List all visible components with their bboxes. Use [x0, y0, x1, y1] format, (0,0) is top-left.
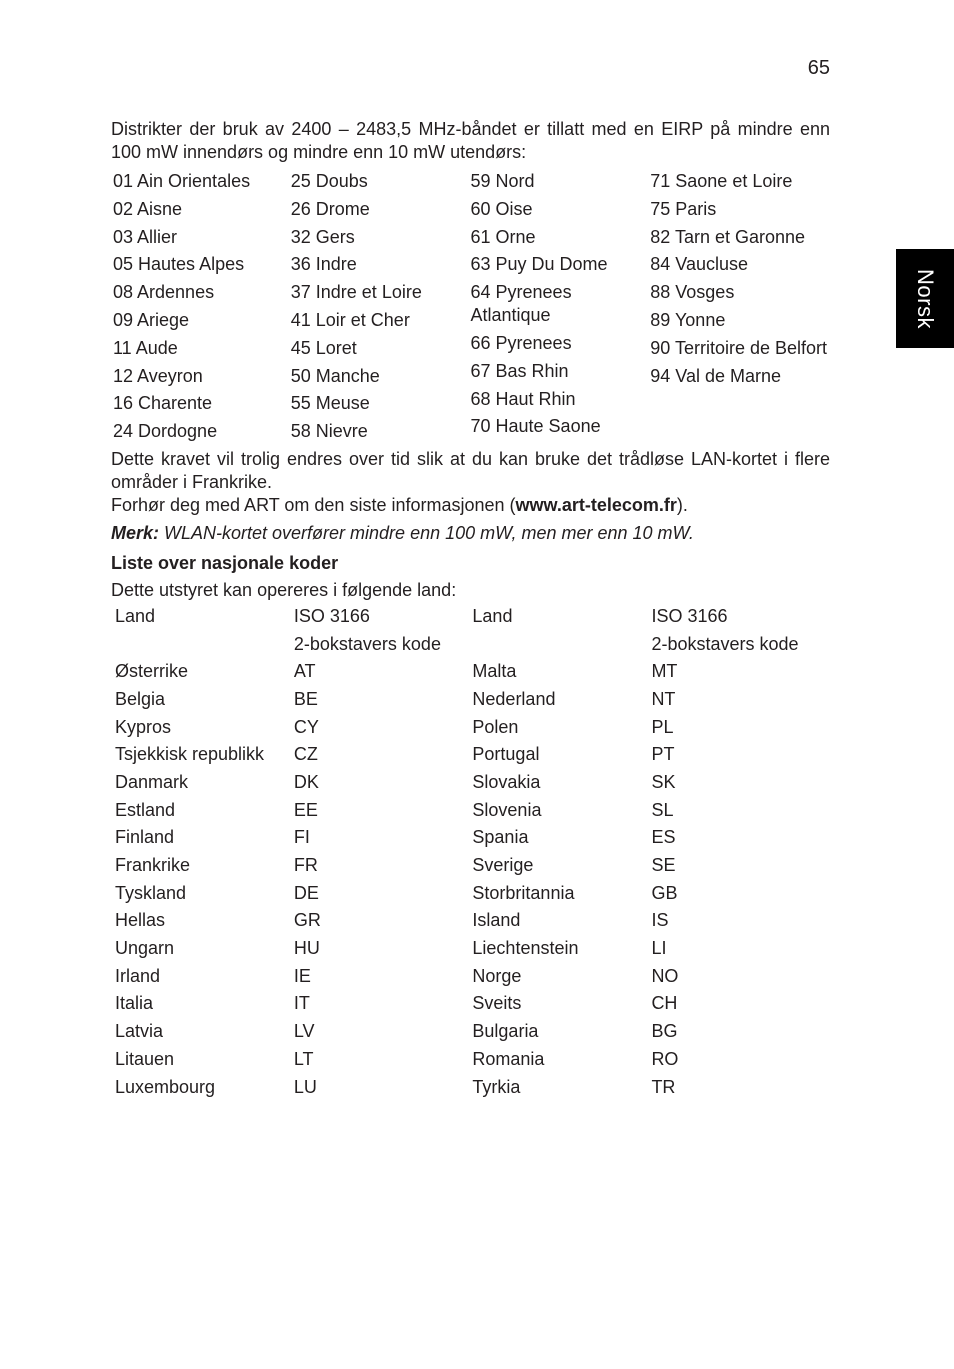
- country-name: Belgia: [115, 688, 166, 709]
- district-item: 26 Drome: [290, 198, 370, 219]
- district-item: 63 Puy Du Dome: [470, 254, 608, 275]
- table-row: [115, 823, 830, 851]
- country-code: SK: [651, 771, 676, 792]
- country-name: Tsjekkisk republikk: [115, 744, 265, 765]
- country-code: EE: [293, 799, 318, 820]
- table-row: [115, 740, 830, 768]
- district-item: 60 Oise: [470, 198, 533, 219]
- country-code: MT: [651, 661, 678, 682]
- country-name: Norge: [472, 965, 522, 986]
- country-code: SL: [651, 799, 674, 820]
- district-item: 32 Gers: [290, 226, 355, 247]
- country-name: Latvia: [115, 1021, 164, 1042]
- district-item: 37 Indre et Loire: [290, 282, 422, 303]
- district-item: 75 Paris: [650, 198, 717, 219]
- table-row: [115, 713, 830, 741]
- country-code: BE: [293, 688, 318, 709]
- country-name: Frankrike: [115, 855, 191, 875]
- table-header-subrow: [115, 630, 830, 658]
- country-name: Hellas: [115, 910, 166, 931]
- district-item: 89 Yonne: [650, 309, 726, 330]
- district-item: 41 Loir et Cher: [290, 309, 410, 330]
- country-name: Irland: [115, 965, 161, 986]
- district-item: 94 Val de Marne: [650, 365, 781, 386]
- country-codes-table: [115, 602, 830, 1100]
- country-name: Sverige: [472, 855, 534, 875]
- contact-after: ).: [676, 494, 688, 515]
- districts-column: [291, 170, 471, 448]
- country-code: HU: [293, 938, 320, 959]
- country-name: Bulgaria: [472, 1021, 539, 1042]
- district-item: 68 Haut Rhin: [470, 388, 576, 409]
- table-row: [115, 934, 830, 962]
- header-land-2: Land: [472, 605, 513, 626]
- after-districts: [111, 448, 830, 1100]
- country-code: AT: [293, 661, 316, 682]
- country-code: BG: [651, 1021, 678, 1042]
- country-name: Liechtenstein: [472, 938, 579, 959]
- table-row: [115, 1017, 830, 1045]
- district-item: 03 Allier: [113, 226, 178, 247]
- district-item: 55 Meuse: [290, 393, 370, 414]
- contact-before: Forhør deg med ART om den siste informasjonen (: [111, 494, 516, 515]
- page-number: 65: [807, 57, 830, 79]
- district-item: 05 Hautes Alpes: [113, 254, 245, 275]
- district-item: 08 Ardennes: [113, 282, 215, 303]
- country-code: LV: [293, 1021, 315, 1042]
- country-name: Ungarn: [115, 938, 175, 959]
- table-row: [115, 990, 830, 1018]
- country-name: Italia: [115, 993, 154, 1014]
- table-header-row: [115, 602, 830, 630]
- country-name: Estland: [115, 799, 176, 820]
- country-code: CY: [293, 716, 319, 737]
- district-item: 11 Aude: [113, 337, 178, 358]
- country-code: SE: [651, 855, 676, 875]
- country-name: Finland: [115, 827, 175, 848]
- country-code: LT: [293, 1048, 314, 1069]
- district-item: 25 Doubs: [290, 171, 368, 191]
- districts-column: [650, 170, 830, 448]
- country-code: FR: [293, 855, 318, 875]
- header-iso: ISO 3166: [293, 605, 370, 626]
- district-item: 67 Bas Rhin: [470, 360, 569, 381]
- districts-list: [111, 170, 830, 448]
- country-code: LU: [293, 1076, 317, 1097]
- table-row: [115, 851, 830, 879]
- country-code: DE: [293, 882, 319, 903]
- codes-heading: Liste over nasjonale koder: [111, 552, 339, 573]
- note-label: Merk:: [111, 522, 160, 543]
- district-item: 82 Tarn et Garonne: [650, 226, 806, 247]
- country-code: ES: [651, 827, 676, 848]
- country-name: Portugal: [472, 744, 540, 765]
- table-row: [115, 1073, 830, 1101]
- country-code: IE: [293, 965, 311, 986]
- country-name: Slovakia: [472, 771, 541, 792]
- country-code: TR: [651, 1076, 676, 1097]
- country-name: Tyskland: [115, 882, 187, 903]
- district-item: 24 Dordogne: [113, 421, 218, 442]
- district-item: 58 Nievre: [290, 421, 368, 442]
- country-name: Kypros: [115, 716, 172, 737]
- contact-paragraph: [111, 494, 830, 517]
- district-item: 64 Pyrenees Atlantique: [470, 282, 572, 326]
- district-item: 66 Pyrenees: [470, 332, 572, 353]
- country-name: Østerrike: [115, 661, 189, 682]
- district-item: 59 Nord: [470, 171, 535, 191]
- note: [111, 522, 830, 545]
- district-item: 02 Aisne: [113, 198, 183, 219]
- language-side-tab: [896, 249, 954, 348]
- intro-paragraph: Distrikter der bruk av 2400 – 2483,5 MHz-båndet er tillatt med en EIRP på mindre enn 100 mW innendørs og mindre enn 10 mW utendørs:: [111, 119, 830, 162]
- contact-url: www.art-telecom.fr: [515, 494, 677, 515]
- country-code: NO: [651, 965, 679, 986]
- districts-column: [111, 170, 291, 448]
- country-code: NT: [651, 688, 676, 709]
- district-item: 71 Saone et Loire: [650, 171, 793, 191]
- table-row: [115, 879, 830, 907]
- country-code: PT: [651, 744, 675, 765]
- district-item: 45 Loret: [290, 337, 357, 358]
- header-land: Land: [115, 605, 156, 626]
- districts-column: [471, 170, 651, 448]
- page-content: [111, 118, 830, 1100]
- district-item: 88 Vosges: [650, 282, 735, 303]
- header-iso-2: ISO 3166: [651, 605, 728, 626]
- header-iso-sub: 2-bokstavers kode: [293, 633, 441, 654]
- country-name: Polen: [472, 716, 519, 737]
- country-name: Spania: [472, 827, 529, 848]
- country-code: PL: [651, 716, 674, 737]
- country-code: GR: [293, 910, 321, 931]
- district-item: 50 Manche: [290, 365, 380, 386]
- header-empty: [115, 630, 294, 658]
- country-code: IT: [293, 993, 310, 1014]
- country-name: Sveits: [472, 993, 522, 1014]
- district-item: 01 Ain Orientales: [113, 171, 251, 191]
- header-iso-sub-2: 2-bokstavers kode: [651, 633, 799, 654]
- country-name: Litauen: [115, 1048, 175, 1069]
- country-code: LI: [651, 938, 667, 959]
- district-item: 36 Indre: [290, 254, 357, 275]
- table-row: [115, 1045, 830, 1073]
- table-row: [115, 685, 830, 713]
- table-row: [115, 657, 830, 685]
- country-name: Storbritannia: [472, 882, 575, 903]
- country-name: Slovenia: [472, 799, 542, 820]
- country-code: CZ: [293, 744, 318, 765]
- country-name: Nederland: [472, 688, 556, 709]
- country-code: IS: [651, 910, 669, 931]
- table-row: [115, 796, 830, 824]
- country-name: Island: [472, 910, 521, 931]
- country-code: DK: [293, 771, 319, 792]
- district-item: 70 Haute Saone: [470, 416, 601, 437]
- district-item: 16 Charente: [113, 393, 213, 414]
- codes-intro: Dette utstyret kan opereres i følgende land:: [111, 579, 457, 600]
- country-name: Romania: [472, 1048, 545, 1069]
- header-empty-2: [472, 630, 651, 658]
- table-row: [115, 962, 830, 990]
- country-code: RO: [651, 1048, 679, 1069]
- district-item: 09 Ariege: [113, 309, 190, 330]
- country-code: FI: [293, 827, 310, 848]
- country-name: Luxembourg: [115, 1076, 216, 1097]
- table-row: [115, 907, 830, 935]
- country-name: Tyrkia: [472, 1076, 521, 1097]
- note-text: WLAN-kortet overfører mindre enn 100 mW, men mer enn 10 mW.: [159, 522, 694, 543]
- language-side-tab-label: Norsk: [913, 268, 938, 329]
- country-name: Danmark: [115, 771, 189, 792]
- district-item: 90 Territoire de Belfort: [650, 337, 828, 358]
- change-paragraph: Dette kravet vil trolig endres over tid slik at du kan bruke det trådløse LAN-kortet i flere områder i Frankrike.: [111, 448, 830, 492]
- country-name: Malta: [472, 661, 517, 682]
- country-code: GB: [651, 882, 678, 903]
- district-item: 12 Aveyron: [113, 365, 203, 386]
- table-row: [115, 768, 830, 796]
- district-item: 84 Vaucluse: [650, 254, 748, 275]
- district-item: 61 Orne: [470, 226, 536, 247]
- country-code: CH: [651, 993, 678, 1014]
